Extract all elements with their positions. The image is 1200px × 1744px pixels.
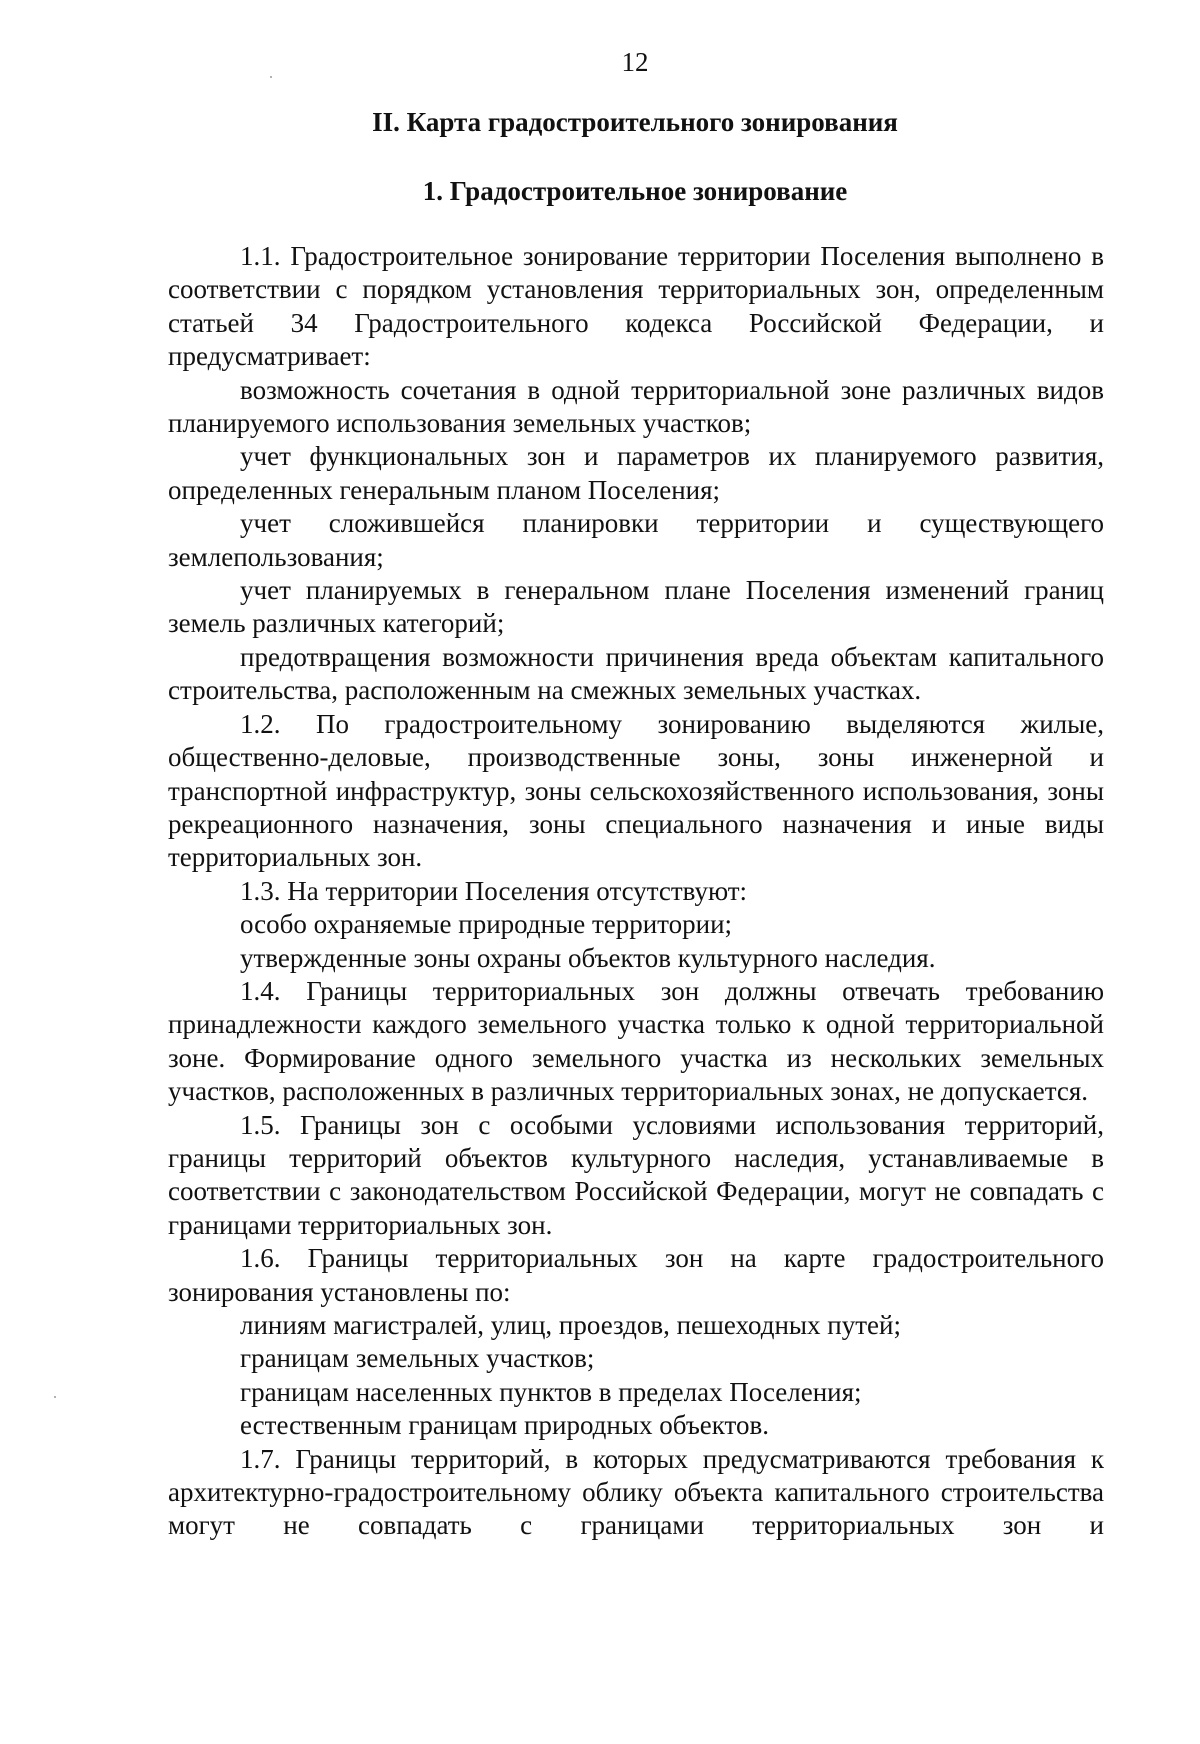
paragraph-1-7: 1.7. Границы территорий, в которых предусматриваются требования к архитектурно-градостроительному облику объекта капитального строительства могут не совпадать с границами территориальных зон и (168, 1443, 1104, 1541)
list-item: утвержденные зоны охраны объектов культурного наследия. (240, 942, 936, 973)
list-item: учет сложившейся планировки территории и существующего землепользования; (168, 508, 1104, 572)
list-item: предотвращения возможности причинения вреда объектам капитального строительства, расположенным на смежных земельных участках. (168, 641, 1104, 706)
paragraph-1-4: 1.4. Границы территориальных зон должны отвечать требованию принадлежности каждого земельного участка только к одной территориальной зоне. Формирование одного земельного участка из нескольких земельных участков, расположенных в различных территориальных зонах, не допускается. (168, 975, 1104, 1107)
scan-speck (54, 1396, 56, 1398)
paragraph-1-3: 1.3. На территории Поселения отсутствуют: (240, 875, 748, 906)
paragraph-1-6: 1.6. Границы территориальных зон на карте градостроительного зонирования установлены по: (168, 1243, 1104, 1307)
page-number: 12 (621, 47, 649, 77)
list-item: границам земельных участков; (240, 1343, 595, 1374)
list-item: учет функциональных зон и параметров их планируемого развития, определенных генеральным планом Поселения; (168, 441, 1104, 505)
paragraph-1-5: 1.5. Границы зон с особыми условиями использования территорий, границы территорий объектов культурного наследия, устанавливаемые в соответствии с законодательством Российской Федерации, могут не совпадать с границами территориальных зон. (168, 1109, 1104, 1240)
list-item: границам населенных пунктов в пределах Поселения; (240, 1376, 862, 1407)
subsection-title: 1. Градостроительное зонирование (422, 176, 848, 206)
section-title: II. Карта градостроительного зонирования (372, 107, 898, 137)
list-item: учет планируемых в генеральном плане Поселения изменений границ земель различных категорий; (168, 575, 1104, 639)
list-item: линиям магистралей, улиц, проездов, пешеходных путей; (240, 1310, 901, 1340)
paragraph-1-1: 1.1. Градостроительное зонирование территории Поселения выполнено в соответствии с порядком установления территориальных зон, определенным статьей 34 Градостроительного кодекса Российской Федерации, и предусматривает: (168, 241, 1104, 372)
list-item: естественным границам природных объектов. (240, 1410, 769, 1441)
list-item: возможность сочетания в одной территориальной зоне различных видов планируемого использования земельных участков; (168, 374, 1104, 439)
document-body (168, 240, 1104, 1543)
list-item: особо охраняемые природные территории; (240, 909, 733, 940)
paragraph-1-2: 1.2. По градостроительному зонированию выделяются жилые, общественно-деловые, производственные зоны, зоны инженерной и транспортной инфраструктур, зоны сельскохозяйственного использования, зоны рекреационного назначения, зоны специального назначения и иные виды территориальных зон. (168, 708, 1104, 873)
